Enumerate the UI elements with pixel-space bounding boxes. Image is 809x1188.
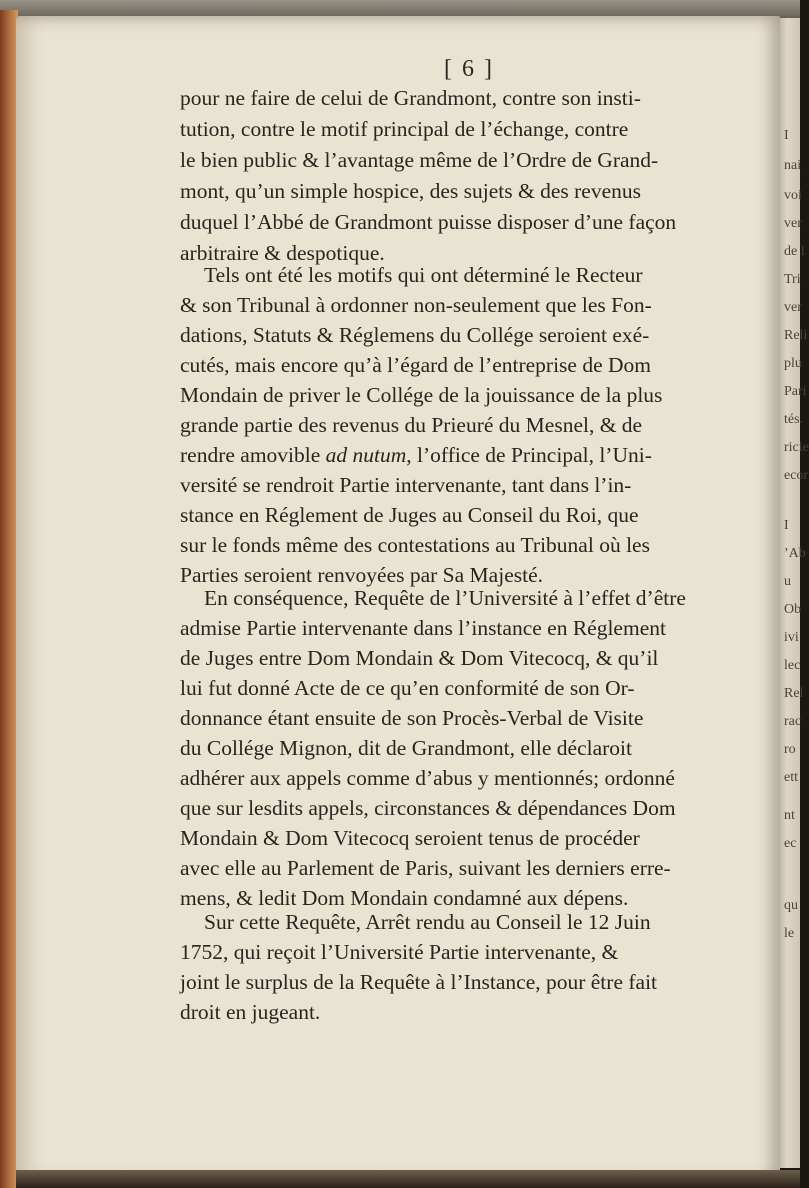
text-line: Mondain de priver le Collége de la jouissance de la plus — [180, 383, 663, 407]
facing-page-fragment: Tri — [784, 272, 801, 287]
facing-page-fragment: ec — [784, 836, 797, 851]
facing-page-fragment: rac — [784, 714, 802, 729]
text-line: Tels ont été les motifs qui ont déterminé le Recteur — [204, 263, 643, 287]
bottom-shadow — [16, 1170, 800, 1188]
facing-page-strip — [778, 18, 809, 1168]
facing-page-fragment: lec — [784, 658, 801, 673]
facing-page-fragment: I — [784, 128, 789, 143]
text-line: Mondain & Dom Vitecocq seroient tenus de procéder — [180, 826, 640, 850]
text-line: mont, qu’un simple hospice, des sujets & des revenus — [180, 179, 641, 203]
text-span: rendre amovible — [180, 443, 326, 467]
text-line: versité se rendroit Partie intervenante, tant dans l’in- — [180, 473, 632, 497]
facing-page-fragment: ’Ab — [784, 546, 806, 561]
text-line — [180, 441, 652, 469]
facing-page-fragment: ver — [784, 216, 802, 231]
facing-page-fragment: ver — [784, 300, 802, 315]
page-number: [ 6 ] — [444, 56, 494, 82]
text-line: adhérer aux appels comme d’abus y mentionnés; ordonné — [180, 766, 675, 790]
text-line: joint le surplus de la Requête à l’Instance, pour être fait — [180, 970, 658, 994]
facing-page-fragment: nai — [784, 158, 802, 173]
text-line: donnance étant ensuite de son Procès-Verbal de Visite — [180, 706, 644, 730]
text-line: le bien public & l’avantage même de l’Ordre de Grand- — [180, 148, 659, 172]
facing-page-fragment: I — [784, 518, 789, 533]
text-line: Parties seroient renvoyées par Sa Majesté. — [180, 563, 543, 587]
text-line: duquel l’Abbé de Grandmont puisse disposer d’une façon — [180, 210, 677, 234]
text-line: stance en Réglement de Juges au Conseil du Roi, que — [180, 503, 639, 527]
text-line: cutés, mais encore qu’à l’égard de l’entreprise de Dom — [180, 353, 652, 377]
facing-page-fragment: ivi — [784, 630, 799, 645]
facing-page-fragment: ett — [784, 770, 798, 785]
text-line: du Collége Mignon, dit de Grandmont, elle déclaroit — [180, 736, 632, 760]
text-line: que sur lesdits appels, circonstances & dépendances Dom — [180, 796, 676, 820]
text-line: grande partie des revenus du Prieuré du Mesnel, & de — [180, 413, 643, 437]
facing-page-fragment: Pari — [784, 384, 807, 399]
text-line: admise Partie intervenante dans l’instance en Réglement — [180, 616, 666, 640]
facing-page-fragment: ro — [784, 742, 796, 757]
text-line: lui fut donné Acte de ce qu’en conformité de son Or- — [180, 676, 635, 700]
text-line: arbitraire & despotique. — [180, 241, 385, 265]
facing-page-fragment: voi — [784, 188, 802, 203]
text-line: En conséquence, Requête de l’Université à l’effet d’être — [204, 586, 686, 610]
text-line: 1752, qui reçoit l’Université Partie intervenante, & — [180, 940, 619, 964]
text-span: , l’office de Principal, l’Uni- — [406, 443, 652, 467]
text-line: & son Tribunal à ordonner non-seulement que les Fon- — [180, 293, 652, 317]
facing-page-fragment: ricie — [784, 440, 809, 455]
facing-page-fragment: de l — [784, 244, 805, 259]
text-line: dations, Statuts & Réglemens du Collége seroient exé- — [180, 323, 650, 347]
text-line: avec elle au Parlement de Paris, suivant les derniers erre- — [180, 856, 671, 880]
facing-page-fragment: nt — [784, 808, 795, 823]
facing-page-fragment: plu — [784, 356, 802, 371]
facing-page-fragment: u — [784, 574, 791, 589]
text-line: Sur cette Requête, Arrêt rendu au Conseil le 12 Juin — [204, 910, 651, 934]
text-line: sur le fonds même des contestations au Tribunal où les — [180, 533, 650, 557]
text-line: droit en jugeant. — [180, 1000, 321, 1024]
italic-latin-phrase: ad nutum — [325, 443, 407, 467]
facing-page-fragment: Rel — [784, 686, 804, 701]
text-line: tution, contre le motif principal de l’échange, contre — [180, 117, 629, 141]
facing-page-fragment: le — [784, 926, 795, 941]
text-line: de Juges entre Dom Mondain & Dom Vitecocq, & qu’il — [180, 646, 659, 670]
text-line: mens, & ledit Dom Mondain condamné aux dépens. — [180, 886, 629, 910]
facing-page-fragment: ecor — [784, 468, 809, 483]
facing-page-fragment: tés. — [784, 412, 804, 427]
facing-page-fragment: Ob — [784, 602, 802, 617]
text-line: pour ne faire de celui de Grandmont, contre son insti- — [180, 86, 641, 110]
facing-page-fragment: Reli — [784, 328, 808, 343]
facing-page-fragment: qu — [784, 898, 798, 913]
